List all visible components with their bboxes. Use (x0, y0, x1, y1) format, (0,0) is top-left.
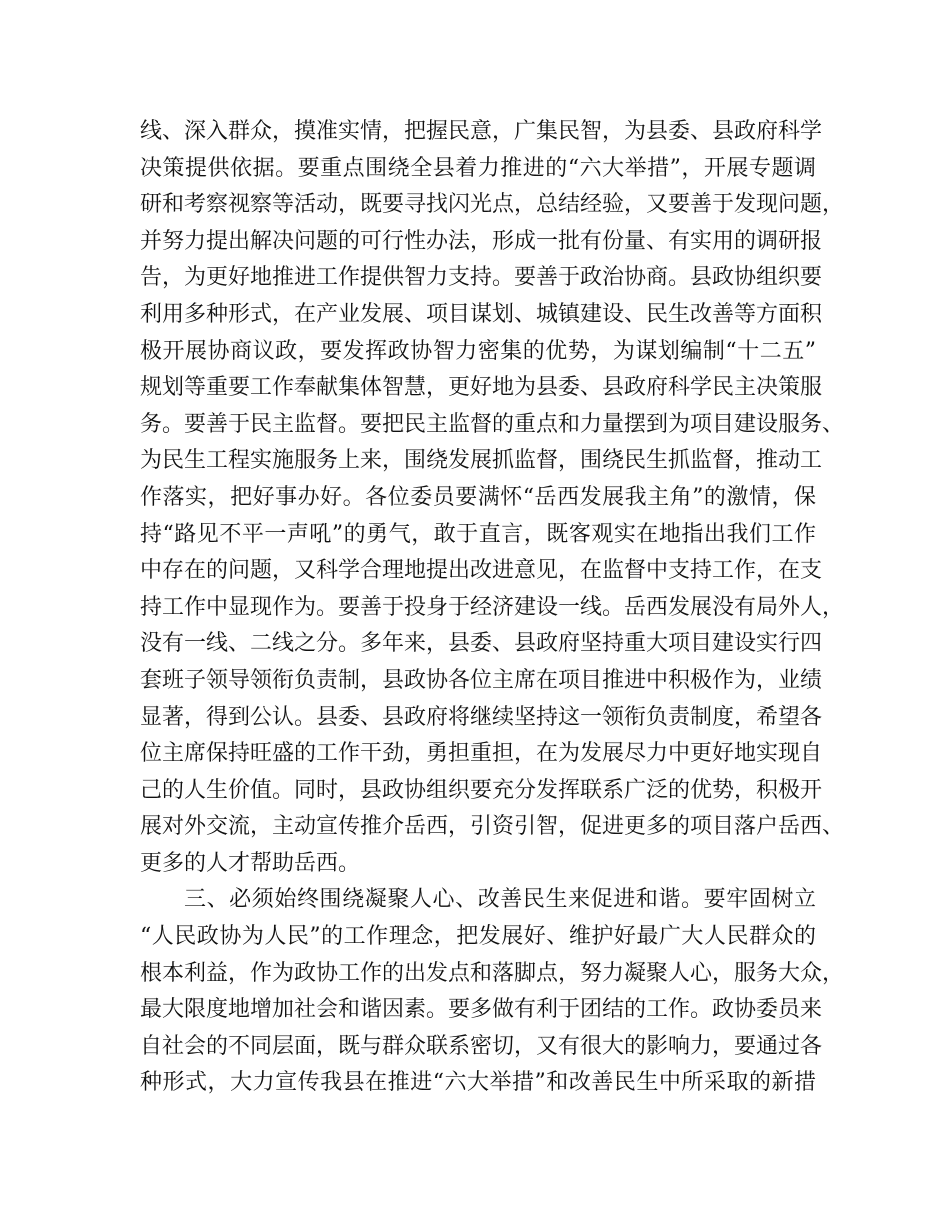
text-line: 最大限度地增加社会和谐因素。要多做有利于团结的工作。政协委员来 (140, 997, 823, 1023)
text-line: 己的人生价值。同时，县政协组织要充分发挥联系广泛的优势，积极开 (140, 777, 823, 803)
paragraph-end-line: 更多的人才帮助岳西。 (140, 850, 361, 876)
text-line: 告，为更好地推进工作提供智力支持。要善于政治协商。县政协组织要 (140, 265, 823, 291)
text-line: 务。要善于民主监督。要把民主监督的重点和力量摆到为项目建设服务、 (140, 411, 845, 437)
text-line: 套班子领导领衔负责制，县政协各位主席在项目推进中积极作为，业绩 (140, 667, 823, 693)
text-line: 作落实，把好事办好。各位委员要满怀“岳西发展我主角”的激情，保 (140, 484, 816, 510)
text-line: 线、深入群众，摸准实情，把握民意，广集民智，为县委、县政府科学 (140, 119, 823, 144)
text-line: “人民政协为人民”的工作理念，把发展好、维护好最广大人民群众的 (140, 924, 816, 950)
text-line: 规划等重要工作奉献集体智慧，更好地为县委、县政府科学民主决策服 (140, 375, 823, 401)
section-heading-line: 三、必须始终围绕凝聚人心、改善民生来促进和谐。要牢固树立 (184, 887, 816, 913)
text-line: 并努力提出解决问题的可行性办法，形成一批有份量、有实用的调研报 (140, 228, 823, 254)
text-line: 极开展协商议政，要发挥政协智力密集的优势，为谋划编制“十二五” (140, 338, 816, 364)
text-line: 利用多种形式，在产业发展、项目谋划、城镇建设、民生改善等方面积 (140, 301, 823, 327)
text-line: 持工作中显现作为。要善于投身于经济建设一线。岳西发展没有局外人， (140, 594, 845, 620)
text-line: 决策提供依据。要重点围绕全县着力推进的“六大举措”，开展专题调 (140, 155, 816, 181)
document-page (140, 114, 845, 1102)
text-line: 持“路见不平一声吼”的勇气，敢于直言，既客观实在地指出我们工作 (140, 521, 816, 547)
text-line: 没有一线、二线之分。多年来，县委、县政府坚持重大项目建设实行四 (140, 631, 823, 657)
text-line: 位主席保持旺盛的工作干劲，勇担重担，在为发展尽力中更好地实现自 (140, 741, 823, 767)
text-line: 研和考察视察等活动，既要寻找闪光点，总结经验，又要善于发现问题， (140, 192, 845, 218)
text-line: 显著，得到公认。县委、县政府将继续坚持这一领衔负责制度，希望各 (140, 704, 823, 730)
text-line: 种形式，大力宣传我县在推进“六大举措”和改善民生中所采取的新措 (140, 1070, 816, 1096)
text-line: 自社会的不同层面，既与群众联系密切，又有很大的影响力，要通过各 (140, 1033, 823, 1059)
text-line: 中存在的问题，又科学合理地提出改进意见，在监督中支持工作，在支 (140, 558, 823, 584)
text-line: 为民生工程实施服务上来，围绕发展抓监督，围绕民生抓监督，推动工 (140, 448, 823, 474)
text-line: 根本利益，作为政协工作的出发点和落脚点，努力凝聚人心，服务大众， (140, 960, 845, 986)
text-line: 展对外交流，主动宣传推介岳西，引资引智，促进更多的项目落户岳西、 (140, 814, 845, 840)
